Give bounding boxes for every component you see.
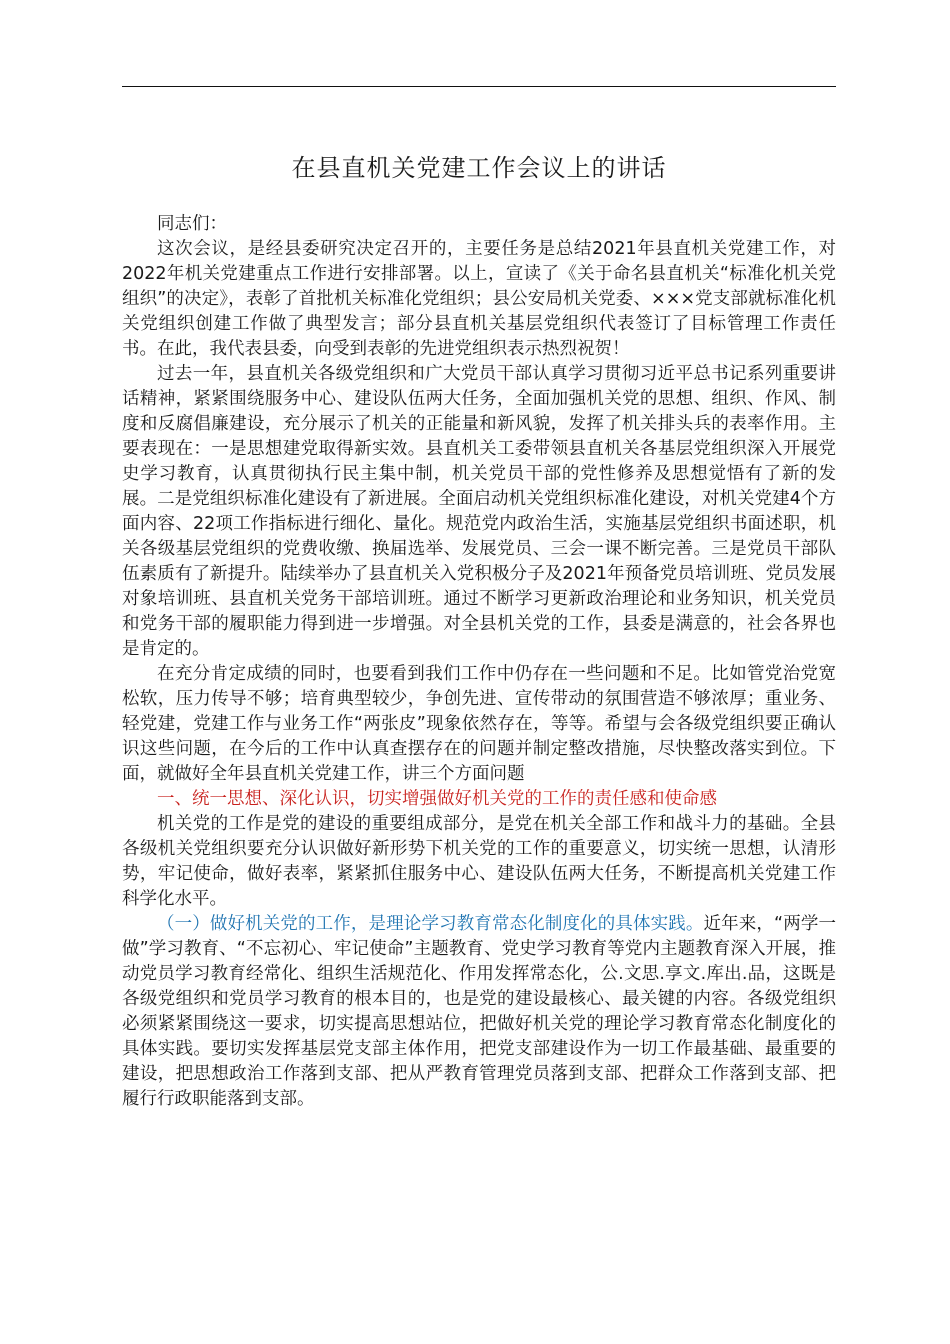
subsection-text-1: 近年来，“两学一做”学习教育、“不忘初心、牢记使命”主题教育、党史学习教育等党内主题教育深入开展，推动党员学习教育经常化、组织生活规范化、作用发挥常态化，公.文思.享文.库出.品，这既是各级党组织和党员学习教育的根本目的，也是党的建设最核心、最关键的内容。各级党组织必须紧紧围绕这一要求，切实提高思想站位，把做好机关党的理论学习教育常态化制度化的具体实践。要切实发挥基层党支部主体作用，把党支部建设作为一切工作最基础、最重要的建设，把思想政治工作落到支部、把从严教育管理党员落到支部、把群众工作落到支部、把履行行政职能落到支部。 [122, 914, 836, 1109]
salutation: 同志们： [157, 214, 227, 234]
paragraph-section-1: 机关党的工作是党的建设的重要组成部分，是党在机关全部工作和战斗力的基础。全县各级机关党组织要充分认识做好新形势下机关党的工作的重要意义，切实统一思想，认清形势，牢记使命，做好表率，紧紧抓住服务中心、建设队伍两大任务，不断提高机关党建工作科学化水平。 [122, 814, 836, 909]
document-body [122, 212, 836, 1112]
subsection-heading-1: （一）做好机关党的工作，是理论学习教育常态化制度化的具体实践。 [157, 914, 704, 934]
document-title: 在县直机关党建工作会议上的讲话 [291, 154, 667, 182]
paragraph-problems: 在充分肯定成绩的同时，也要看到我们工作中仍存在一些问题和不足。比如管党治党宽松软，压力传导不够；培育典型较少，争创先进、宣传带动的氛围营造不够浓厚；重业务、轻党建，党建工作与业务工作“两张皮”现象依然存在，等等。希望与会各级党组织要正确认识这些问题，在今后的工作中认真查摆存在的问题并制定整改措施，尽快整改落实到位。下面，就做好全年县直机关党建工作，讲三个方面问题 [122, 664, 836, 784]
paragraph-subsection-1 [122, 912, 836, 1112]
paragraph-intro: 这次会议，是经县委研究决定召开的，主要任务是总结2021年县直机关党建工作，对2022年机关党建重点工作进行安排部署。以上，宣读了《关于命名县直机关“标准化机关党组织”的决定》，表彰了首批机关标准化党组织；县公安局机关党委、×××党支部就标准化机关党组织创建工作做了典型发言；部分县直机关基层党组织代表签订了目标管理工作责任书。在此，我代表县委，向受到表彰的先进党组织表示热烈祝贺！ [122, 239, 836, 359]
paragraph-achievements: 过去一年，县直机关各级党组织和广大党员干部认真学习贯彻习近平总书记系列重要讲话精神，紧紧围绕服务中心、建设队伍两大任务，全面加强机关党的思想、组织、作风、制度和反腐倡廉建设，充分展示了机关的正能量和新风貌，发挥了机关排头兵的表率作用。主要表现在：一是思想建党取得新实效。县直机关工委带领县直机关各基层党组织深入开展党史学习教育，认真贯彻执行民主集中制，机关党员干部的党性修养及思想觉悟有了新的发展。二是党组织标准化建设有了新进展。全面启动机关党组织标准化建设，对机关党建4个方面内容、22项工作指标进行细化、量化。规范党内政治生活，实施基层党组织书面述职，机关各级基层党组织的党费收缴、换届选举、发展党员、三会一课不断完善。三是党员干部队伍素质有了新提升。陆续举办了县直机关入党积极分子及2021年预备党员培训班、党员发展对象培训班、县直机关党务干部培训班。通过不断学习更新政治理论和业务知识，机关党员和党务干部的履职能力得到进一步增强。对全县机关党的工作，县委是满意的，社会各界也是肯定的。 [122, 364, 836, 659]
header-rule [122, 86, 836, 87]
section-heading-1: 一、统一思想、深化认识，切实增强做好机关党的工作的责任感和使命感 [157, 789, 717, 809]
